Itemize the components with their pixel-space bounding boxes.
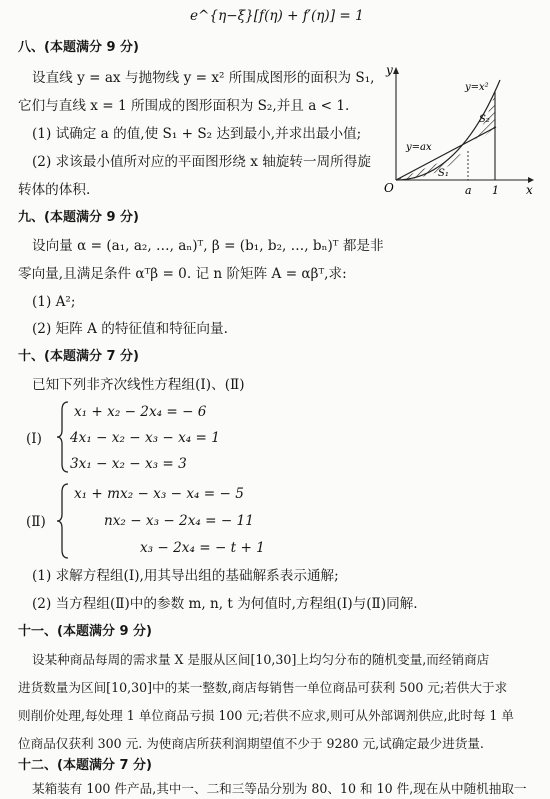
problem-12-line1: 某箱装有 100 件产品,其中一、二和三等品分别为 80、10 和 10 件,现在从中随机抽取一 [32,781,527,796]
problem-10-intro: 已知下列非齐次线性方程组(Ⅰ)、(Ⅱ) [32,377,245,393]
system-1-eq2: 4x₁ − x₂ − x₃ − x₄ = 1 [70,430,220,446]
problem-11-line4: 位商品仅获利 300 元. 为使商店所获利润期望值不少于 9280 元,试确定最少进货量. [18,736,484,751]
system-2-brace [56,482,70,560]
system-1-label: (Ⅰ) [26,431,42,447]
fig-tick-1: 1 [492,184,499,197]
problem-8-q2a: (2) 求该最小值所对应的平面图形绕 x 轴旋转一周所得旋 [32,154,371,170]
problem-12-heading: 十二、(本题满分 7 分) [18,758,152,773]
fig-x-label: x [526,183,533,197]
fig-line-label: y=ax [406,142,432,153]
fig-s1-label: S₁ [438,168,449,179]
problem-11-heading: 十一、(本题满分 9 分) [18,624,152,639]
problem-9-line1: 设向量 α = (a₁, a₂, …, aₙ)ᵀ, β = (b₁, b₂, …, bₙ)ᵀ 都是非 [32,238,384,254]
fig-s2-label: S₂ [479,114,490,125]
area-figure [368,62,538,202]
problem-8-q2b: 转体的体积. [18,182,91,198]
fig-origin-label: O [384,181,394,195]
problem-10-q2: (2) 当方程组(Ⅱ)中的参数 m, n, t 为何值时,方程组(Ⅰ)与(Ⅱ)同解. [32,596,418,612]
fig-tick-a: a [465,184,472,197]
top-formula: e^{η−ξ}[f(η) + f′(η)] = 1 [190,8,364,24]
system-2-eq1: x₁ + mx₂ − x₃ − x₄ = − 5 [74,486,244,502]
problem-8-q1: (1) 试确定 a 的值,使 S₁ + S₂ 达到最小,并求出最小值; [32,126,362,142]
problem-9-heading: 九、(本题满分 9 分) [18,210,139,225]
problem-10-heading: 十、(本题满分 7 分) [18,349,139,364]
problem-8-heading: 八、(本题满分 9 分) [18,40,139,55]
problem-11-line1: 设某种商品每周的需求量 X 是服从区间[10,30]上均匀分布的随机变量,而经销商店 [32,652,490,667]
problem-9-line2: 零向量,且满足条件 αᵀβ = 0. 记 n 阶矩阵 A = αβᵀ,求: [18,266,347,282]
system-2-label: (Ⅱ) [26,514,46,530]
problem-11-line2: 进货数量为区间[10,30]中的某一整数,商店每销售一单位商品可获利 500 元;若供大于求 [18,680,508,695]
problem-9-q1: (1) A²; [32,294,76,310]
problem-8-line2: 它们与直线 x = 1 所围成的图形面积为 S₂,并且 a < 1. [18,98,350,114]
system-2-eq3: x₃ − 2x₄ = − t + 1 [140,540,265,556]
problem-10-q1: (1) 求解方程组(Ⅰ),用其导出组的基础解系表示通解; [32,568,339,584]
region-s1 [396,151,468,180]
problem-8-line1: 设直线 y = ax 与抛物线 y = x² 所围成图形的面积为 S₁, [32,70,375,86]
system-1-brace [56,400,70,474]
fig-y-label: y [386,63,393,77]
system-1-eq1: x₁ + x₂ − 2x₄ = − 6 [74,404,207,420]
system-2-eq2: nx₂ − x₃ − 2x₄ = − 11 [104,513,254,529]
y-arrow-icon [393,67,399,74]
system-1-eq3: 3x₁ − x₂ − x₃ = 3 [70,456,187,472]
problem-9-q2: (2) 矩阵 A 的特征值和特征向量. [32,321,228,337]
problem-11-line3: 则削价处理,每处理 1 单位商品亏损 100 元;若供不应求,则可从外部调剂供应,此时每 1 单 [18,708,514,723]
fig-parabola-label: y=x² [465,82,489,93]
